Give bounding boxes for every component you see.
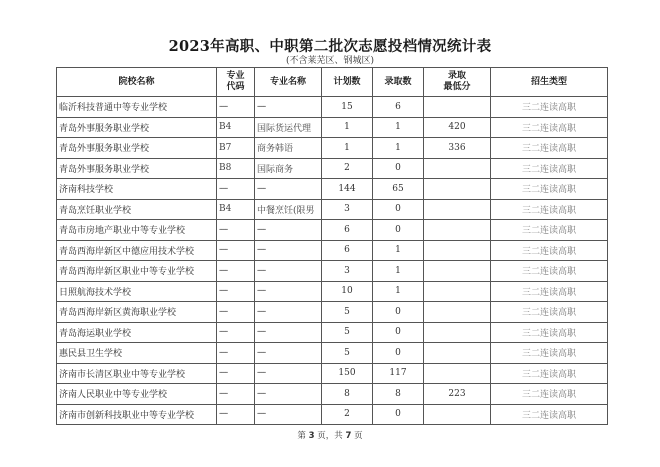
admitted-count-cell: 0 (373, 322, 424, 343)
enrollment-type-cell: 三二连读高职 (491, 179, 608, 200)
major-code-cell: ---- (217, 220, 255, 241)
admitted-count-cell: 1 (373, 240, 424, 261)
header-code-label: 专业 代码 (226, 71, 245, 92)
plan-count-cell: 15 (322, 97, 373, 118)
min-score-cell: 223 (424, 384, 491, 405)
min-score-cell (424, 281, 491, 302)
table-row (57, 322, 608, 343)
major-code-cell: B7 (217, 138, 255, 159)
table-row (57, 363, 608, 384)
admitted-count-cell: 1 (373, 138, 424, 159)
header-school: 院校名称 (57, 68, 217, 97)
plan-count-cell: 5 (322, 343, 373, 364)
school-name-cell: 济南市创新科技职业中等专业学校 (57, 404, 217, 425)
school-name-cell: 青岛外事服务职业学校 (57, 117, 217, 138)
admission-table (56, 67, 608, 425)
footer-prefix: 第 (297, 431, 306, 441)
enrollment-type-cell: 三二连读高职 (491, 404, 608, 425)
school-name-cell: 青岛外事服务职业学校 (57, 138, 217, 159)
major-name-cell: 国际货运代理 (255, 117, 322, 138)
major-code-cell: B4 (217, 199, 255, 220)
school-name-cell: 青岛西海岸新区中德应用技术学校 (57, 240, 217, 261)
major-name-cell: ---- (255, 363, 322, 384)
table-row (57, 199, 608, 220)
table-row (57, 240, 608, 261)
major-code-cell: ---- (217, 281, 255, 302)
header-min-score-label: 录取 最低分 (443, 71, 471, 92)
document-subtitle: (不含莱芜区、钢城区) (285, 56, 375, 66)
enrollment-type-cell: 三二连读高职 (491, 384, 608, 405)
major-name-cell: ---- (255, 343, 322, 364)
school-name-cell: 青岛西海岸新区职业中等专业学校 (57, 261, 217, 282)
school-name-cell: 济南科技学校 (57, 179, 217, 200)
enrollment-type-cell: 三二连读高职 (491, 302, 608, 323)
header-type: 招生类型 (491, 68, 608, 97)
min-score-cell: 420 (424, 117, 491, 138)
school-name-cell: 临沂科技普通中等专业学校 (57, 97, 217, 118)
enrollment-type-cell: 三二连读高职 (491, 240, 608, 261)
plan-count-cell: 150 (322, 363, 373, 384)
table-row (57, 261, 608, 282)
plan-count-cell: 6 (322, 220, 373, 241)
major-name-cell: ---- (255, 384, 322, 405)
major-name-cell: ---- (255, 281, 322, 302)
header-admitted: 录取数 (373, 68, 424, 97)
school-name-cell: 青岛市房地产职业中等专业学校 (57, 220, 217, 241)
enrollment-type-cell: 三二连读高职 (491, 97, 608, 118)
major-code-cell: ---- (217, 343, 255, 364)
plan-count-cell: 5 (322, 302, 373, 323)
admitted-count-cell: 0 (373, 404, 424, 425)
table-row (57, 220, 608, 241)
table-row (57, 117, 608, 138)
plan-count-cell: 5 (322, 322, 373, 343)
min-score-cell (424, 158, 491, 179)
min-score-cell: 336 (424, 138, 491, 159)
plan-count-cell: 1 (322, 138, 373, 159)
school-name-cell: 青岛外事服务职业学校 (57, 158, 217, 179)
enrollment-type-cell: 三二连读高职 (491, 281, 608, 302)
plan-count-cell: 10 (322, 281, 373, 302)
table-row (57, 384, 608, 405)
major-code-cell: ---- (217, 261, 255, 282)
admitted-count-cell: 0 (373, 302, 424, 323)
major-name-cell: 国际商务 (255, 158, 322, 179)
major-name-cell: ---- (255, 302, 322, 323)
major-code-cell: B8 (217, 158, 255, 179)
admitted-count-cell: 0 (373, 199, 424, 220)
header-code (217, 68, 255, 97)
major-code-cell: B4 (217, 117, 255, 138)
min-score-cell (424, 343, 491, 364)
major-name-cell: ---- (255, 261, 322, 282)
table-row (57, 97, 608, 118)
min-score-cell (424, 363, 491, 384)
enrollment-type-cell: 三二连读高职 (491, 220, 608, 241)
admitted-count-cell: 0 (373, 158, 424, 179)
major-name-cell: 中餐烹饪(限男 (255, 199, 322, 220)
table-row (57, 179, 608, 200)
major-code-cell: ---- (217, 179, 255, 200)
school-name-cell: 青岛西海岸新区黄海职业学校 (57, 302, 217, 323)
school-name-cell: 惠民县卫生学校 (57, 343, 217, 364)
plan-count-cell: 6 (322, 240, 373, 261)
table-row (57, 158, 608, 179)
enrollment-type-cell: 三二连读高职 (491, 138, 608, 159)
min-score-cell (424, 199, 491, 220)
school-name-cell: 日照航海技术学校 (57, 281, 217, 302)
admitted-count-cell: 6 (373, 97, 424, 118)
major-code-cell: ---- (217, 384, 255, 405)
plan-count-cell: 3 (322, 261, 373, 282)
table-row (57, 404, 608, 425)
enrollment-type-cell: 三二连读高职 (491, 199, 608, 220)
school-name-cell: 青岛烹饪职业学校 (57, 199, 217, 220)
major-code-cell: ---- (217, 240, 255, 261)
major-name-cell: ---- (255, 322, 322, 343)
min-score-cell (424, 97, 491, 118)
footer-suffix: 页 (354, 431, 363, 441)
min-score-cell (424, 240, 491, 261)
plan-count-cell: 2 (322, 404, 373, 425)
major-code-cell: ---- (217, 404, 255, 425)
plan-count-cell: 8 (322, 384, 373, 405)
min-score-cell (424, 404, 491, 425)
footer-middle: 页，共 (317, 431, 343, 441)
admitted-count-cell: 1 (373, 261, 424, 282)
admitted-count-cell: 8 (373, 384, 424, 405)
total-page-number: 7 (345, 431, 352, 441)
plan-count-cell: 1 (322, 117, 373, 138)
major-name-cell: ---- (255, 240, 322, 261)
major-name-cell: ---- (255, 220, 322, 241)
admitted-count-cell: 1 (373, 117, 424, 138)
major-name-cell: 商务韩语 (255, 138, 322, 159)
document-title: 2023年高职、中职第二批次志愿投档情况统计表 (168, 38, 492, 55)
major-code-cell: ---- (217, 302, 255, 323)
min-score-cell (424, 179, 491, 200)
enrollment-type-cell: 三二连读高职 (491, 343, 608, 364)
enrollment-type-cell: 三二连读高职 (491, 322, 608, 343)
table-row (57, 302, 608, 323)
plan-count-cell: 3 (322, 199, 373, 220)
major-name-cell: ---- (255, 97, 322, 118)
min-score-cell (424, 261, 491, 282)
major-code-cell: ---- (217, 322, 255, 343)
page-footer (0, 429, 660, 441)
min-score-cell (424, 322, 491, 343)
school-name-cell: 济南人民职业中等专业学校 (57, 384, 217, 405)
admitted-count-cell: 0 (373, 343, 424, 364)
header-major: 专业名称 (255, 68, 322, 97)
major-code-cell: ---- (217, 97, 255, 118)
plan-count-cell: 144 (322, 179, 373, 200)
major-name-cell: ---- (255, 404, 322, 425)
header-plan: 计划数 (322, 68, 373, 97)
header-min-score (424, 68, 491, 97)
admitted-count-cell: 117 (373, 363, 424, 384)
enrollment-type-cell: 三二连读高职 (491, 117, 608, 138)
admitted-count-cell: 0 (373, 220, 424, 241)
table-row (57, 138, 608, 159)
enrollment-type-cell: 三二连读高职 (491, 158, 608, 179)
major-code-cell: ---- (217, 363, 255, 384)
table-row (57, 281, 608, 302)
school-name-cell: 青岛海运职业学校 (57, 322, 217, 343)
table-row (57, 343, 608, 364)
enrollment-type-cell: 三二连读高职 (491, 363, 608, 384)
major-name-cell: ---- (255, 179, 322, 200)
min-score-cell (424, 220, 491, 241)
current-page-number: 3 (308, 431, 315, 441)
enrollment-type-cell: 三二连读高职 (491, 261, 608, 282)
min-score-cell (424, 302, 491, 323)
table-header-row (57, 68, 608, 97)
admitted-count-cell: 1 (373, 281, 424, 302)
school-name-cell: 济南市长清区职业中等专业学校 (57, 363, 217, 384)
admitted-count-cell: 65 (373, 179, 424, 200)
plan-count-cell: 2 (322, 158, 373, 179)
